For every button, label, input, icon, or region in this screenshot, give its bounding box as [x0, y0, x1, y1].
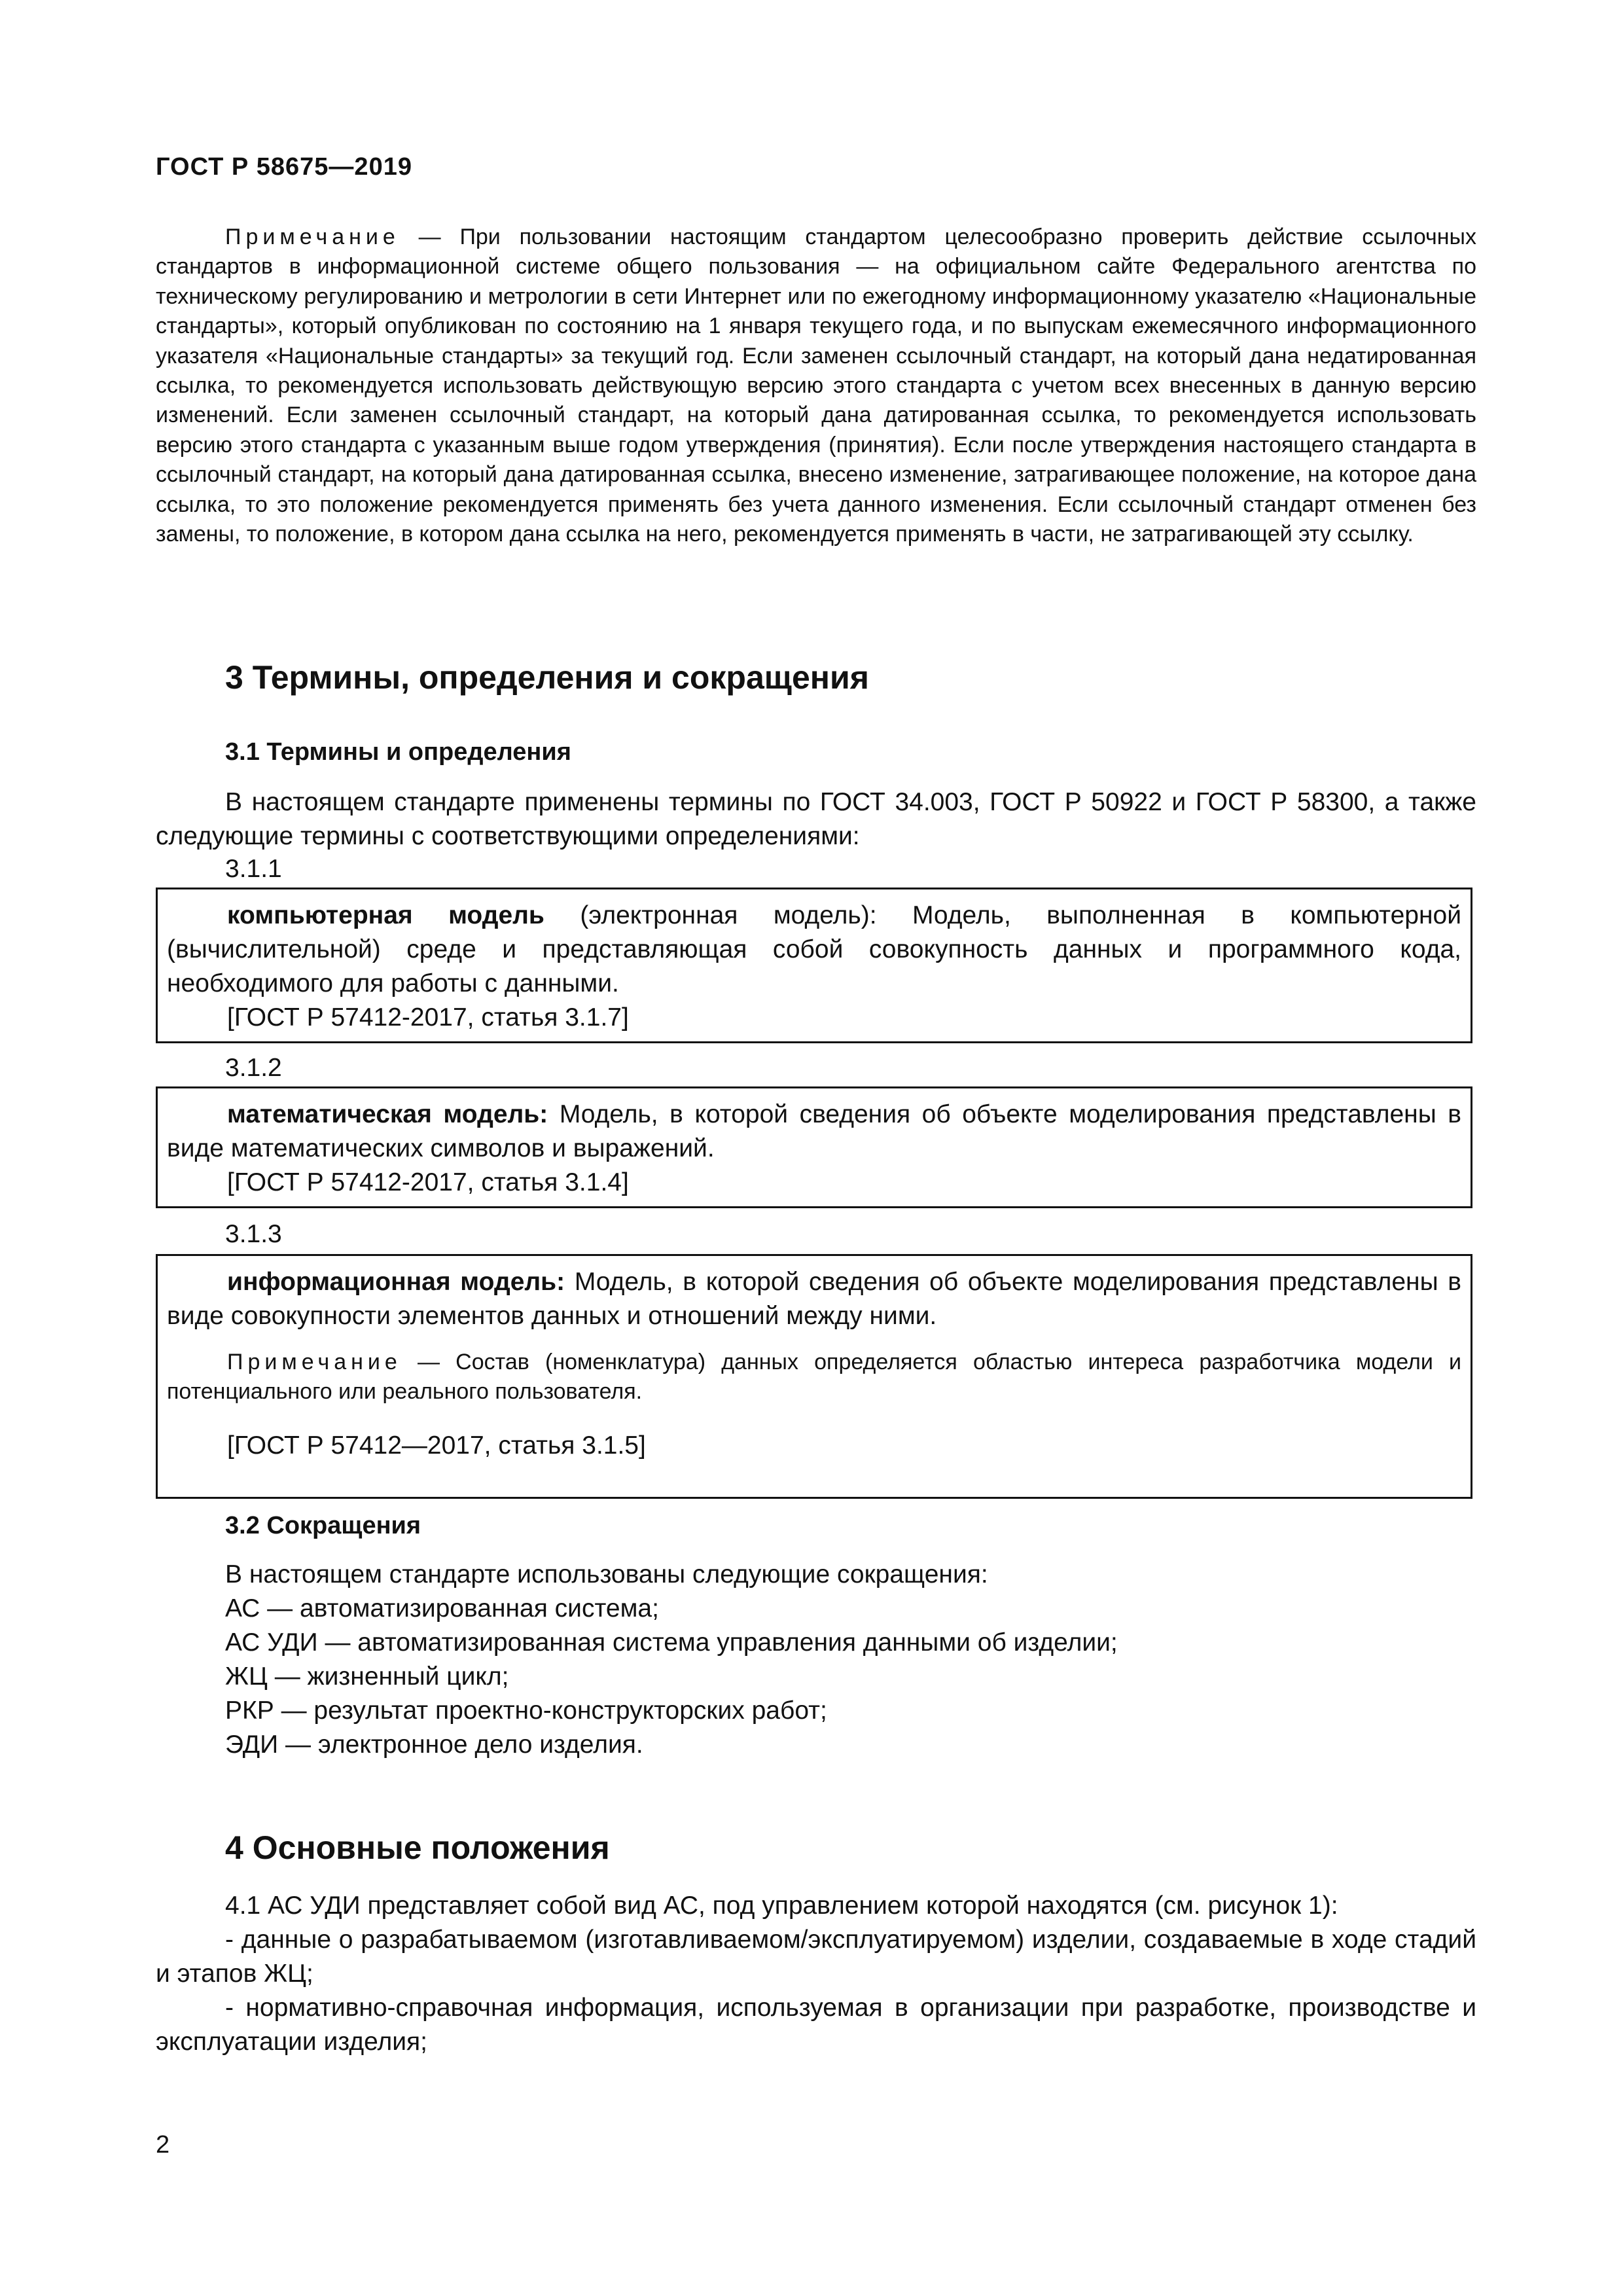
term-number: 3.1.1: [225, 855, 282, 883]
term-definition: компьютерная модель (электронная модель): Модель, выполненная в компьютерной (вычислительной) среде и представляющая собой совокупность данных и программного кода, необходимого для работы с данными.: [167, 901, 1461, 997]
abbreviation-item: АС — автоматизированная система;: [225, 1594, 659, 1623]
document-header: ГОСТ Р 58675—2019: [156, 153, 412, 181]
subsection-3-2-title: 3.2 Сокращения: [225, 1512, 421, 1539]
abbreviation-item: ЭДИ — электронное дело изделия.: [225, 1731, 643, 1759]
term-name: информационная модель:: [227, 1268, 565, 1296]
term-source: [ГОСТ Р 57412-2017, статья 3.1.4]: [227, 1168, 629, 1196]
term-box: [156, 1254, 1472, 1499]
note-label: Примечание: [225, 224, 400, 249]
page-number: 2: [156, 2131, 170, 2159]
abbreviation-item: АС УДИ — автоматизированная система управления данными об изделии;: [225, 1628, 1118, 1657]
abbreviation-item: РКР — результат проектно-конструкторских работ;: [225, 1696, 827, 1725]
abbreviations-intro: В настоящем стандарте использованы следующие сокращения:: [225, 1560, 988, 1588]
term-source: [ГОСТ Р 57412—2017, статья 3.1.5]: [227, 1431, 646, 1460]
references-note: [156, 223, 1476, 549]
term-source: [ГОСТ Р 57412-2017, статья 3.1.7]: [227, 1003, 629, 1031]
list-item: - нормативно-справочная информация, используемая в организации при разработке, производстве и эксплуатации изделия;: [156, 1994, 1476, 2056]
section-4-title: 4 Основные положения: [225, 1829, 610, 1866]
term-box: [156, 1086, 1472, 1208]
terms-intro: В настоящем стандарте применены термины по ГОСТ 34.003, ГОСТ Р 50922 и ГОСТ Р 58300, а также следующие термины с соответствующими определениями:: [156, 788, 1476, 850]
term-definition: математическая модель: Модель, в которой сведения об объекте моделирования представлены в виде математических символов и выражений.: [167, 1100, 1462, 1162]
term-name: математическая модель:: [227, 1100, 548, 1128]
term-note: Примечание — Состав (номенклатура) данных определяется областью интереса разработчика модели и потенциального или реального пользователя.: [167, 1350, 1461, 1404]
section-3-title: 3 Термины, определения и сокращения: [225, 659, 869, 696]
term-definition: информационная модель: Модель, в которой сведения об объекте моделирования представлены в виде совокупности элементов данных и отношений между ними.: [167, 1268, 1462, 1330]
paragraph-4-1: 4.1 АС УДИ представляет собой вид АС, под управлением которой находятся (см. рисунок 1):: [225, 1892, 1338, 1920]
term-name: компьютерная модель: [227, 901, 544, 929]
abbreviation-item: ЖЦ — жизненный цикл;: [225, 1662, 509, 1691]
term-number: 3.1.3: [225, 1220, 282, 1248]
note-text: — При пользовании настоящим стандартом целесообразно проверить действие ссылочных стандартов в информационной системе общего пользования — на официальном сайте Федерального агентства по техническому регулированию и метрологии в сети Интернет или по ежегодному информационному указателю «Национальные стандарты», который опубликован по состоянию на 1 января текущего года, и по выпускам ежемесячного информационного указателя «Национальные стандарты» за текущий год. Если заменен ссылочный стандарт, на который дана недатированная ссылка, то рекомендуется использовать действующую версию этого стандарта с учетом всех внесенных в данную версию изменений. Если заменен ссылочный стандарт, на который дана датированная ссылка, то рекомендуется использовать версию этого стандарта с указанным выше годом утверждения (принятия). Если после утверждения настоящего стандарта в ссылочный стандарт, на который дана датированная ссылка, внесено изменение, затрагивающее положение, на которое дана ссылка, то это положение рекомендуется применять без учета данного изменения. Если ссылочный стандарт отменен без замены, то положение, в котором дана ссылка на него, рекомендуется применять в части, не затрагивающей эту ссылку.: [156, 224, 1476, 547]
list-item: - данные о разрабатываемом (изготавливаемом/эксплуатируемом) изделии, создаваемые в ходе стадий и этапов ЖЦ;: [156, 1926, 1476, 1988]
subsection-3-1-title: 3.1 Термины и определения: [225, 738, 571, 766]
term-box: [156, 888, 1472, 1043]
term-number: 3.1.2: [225, 1054, 282, 1082]
